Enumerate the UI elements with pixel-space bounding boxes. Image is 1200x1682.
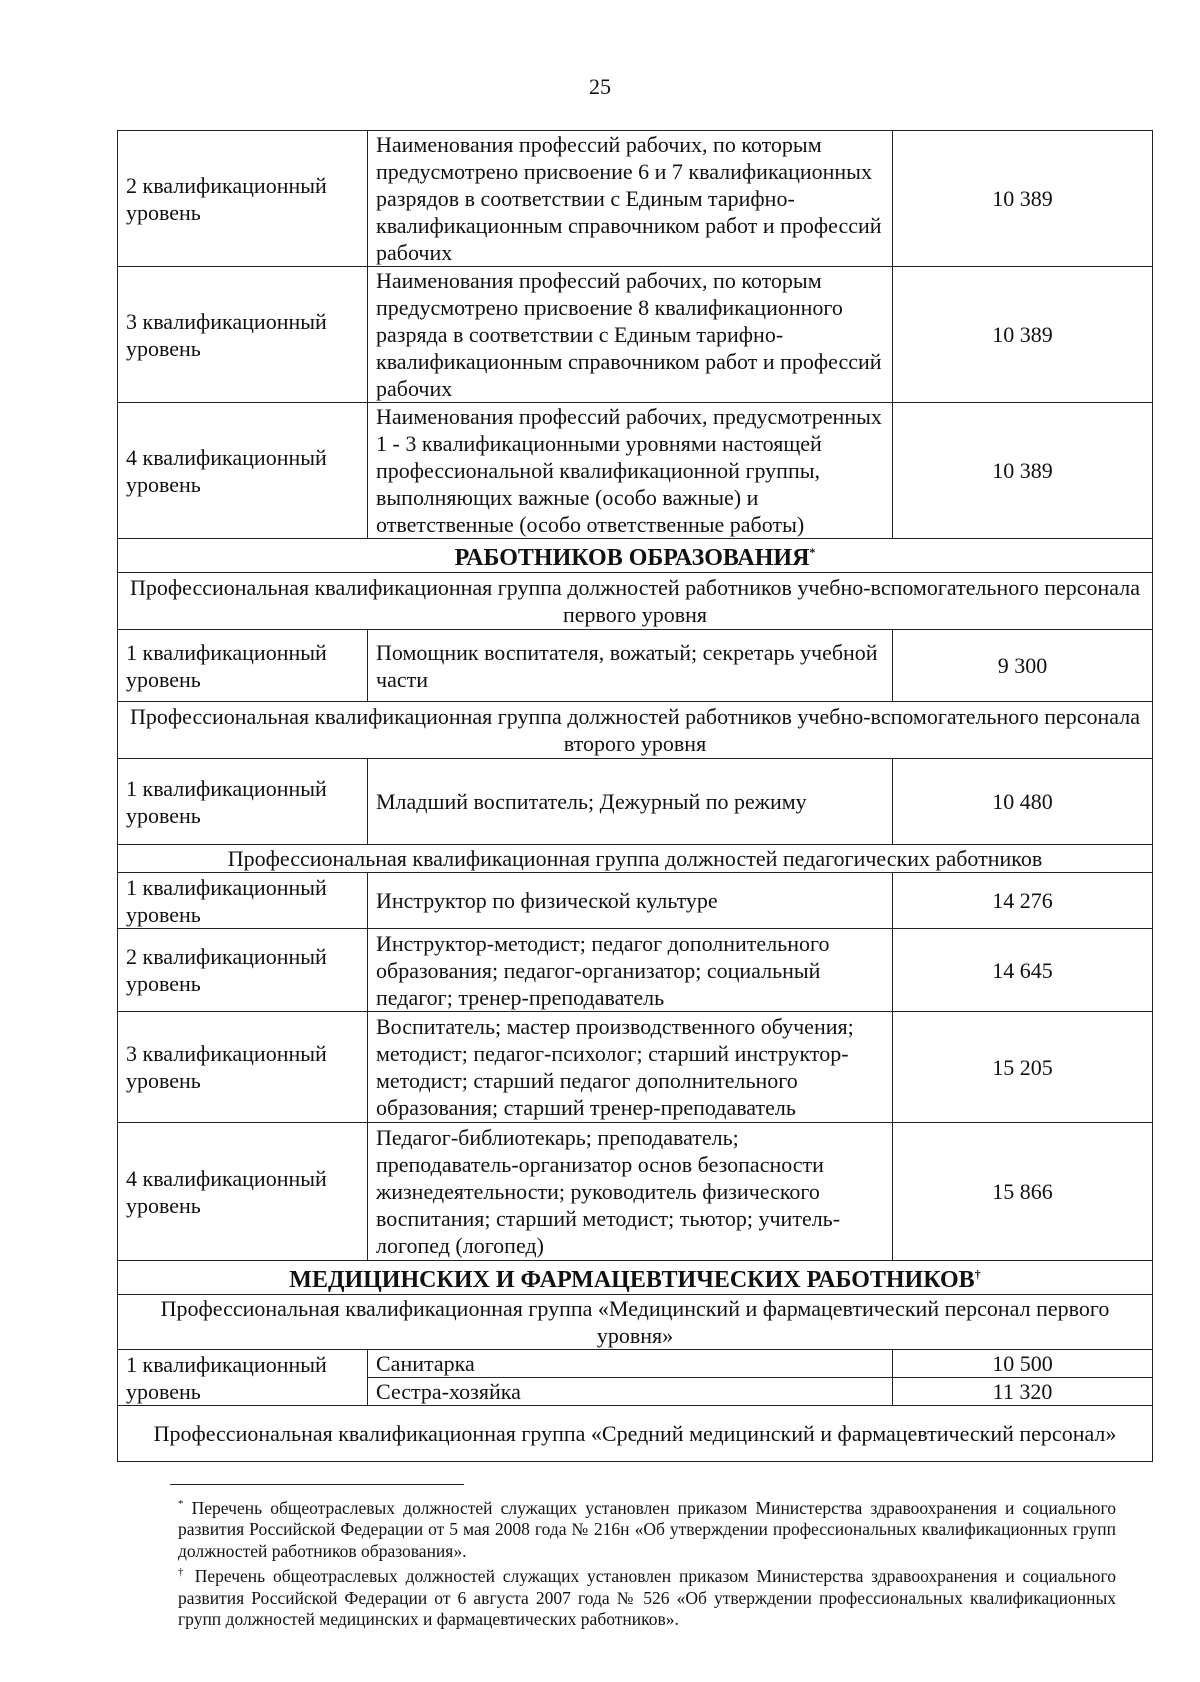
footnote-mark: † bbox=[974, 1267, 981, 1281]
description-cell: Наименования профессий рабочих, по которым предусмотрено присвоение 6 и 7 квалификационных разрядов в соответствии с Единым тарифно-квалификационным справочником работ и профессий рабочих bbox=[368, 131, 893, 267]
table-row bbox=[118, 131, 1153, 267]
description-cell: Педагог-библиотекарь; преподаватель; преподаватель-организатор основ безопасности жизнедеятельности; руководитель физического воспитания; старший методист; тьютор; учитель-логопед (логопед) bbox=[368, 1123, 893, 1261]
salary-cell: 15 866 bbox=[893, 1123, 1153, 1261]
salary-cell: 9 300 bbox=[893, 630, 1153, 702]
level-cell: 4 квалификационный уровень bbox=[118, 403, 368, 539]
salary-cell: 14 276 bbox=[893, 873, 1153, 929]
footnote-mark: † bbox=[178, 1566, 187, 1579]
footnote-separator bbox=[170, 1484, 464, 1485]
group-row bbox=[118, 573, 1153, 630]
table-row bbox=[118, 873, 1153, 929]
group-heading: Профессиональная квалификационная группа должностей педагогических работников bbox=[118, 845, 1153, 873]
group-heading: Профессиональная квалификационная группа должностей работников учебно-вспомогательного персонала первого уровня bbox=[118, 573, 1153, 630]
table-row bbox=[118, 403, 1153, 539]
level-cell: 2 квалификационный уровень bbox=[118, 929, 368, 1012]
group-row bbox=[118, 1295, 1153, 1350]
level-cell: 1 квалификационный уровень bbox=[118, 759, 368, 845]
level-cell: 1 квалификационный уровень bbox=[118, 1350, 368, 1406]
section-heading bbox=[118, 539, 1153, 573]
level-cell: 1 квалификационный уровень bbox=[118, 873, 368, 929]
description-cell: Наименования профессий рабочих, по которым предусмотрено присвоение 8 квалификационного разряда в соответствии с Единым тарифно-квалификационным справочником работ и профессий рабочих bbox=[368, 267, 893, 403]
section-row bbox=[118, 539, 1153, 573]
description-cell: Инструктор-методист; педагог дополнительного образования; педагог-организатор; социальный педагог; тренер-преподаватель bbox=[368, 929, 893, 1012]
salary-cell: 10 500 bbox=[893, 1350, 1153, 1378]
salary-cell: 10 389 bbox=[893, 403, 1153, 539]
description-cell: Санитарка bbox=[368, 1350, 893, 1378]
group-row bbox=[118, 1406, 1153, 1462]
table-row bbox=[118, 267, 1153, 403]
table-row bbox=[118, 630, 1153, 702]
page-number: 25 bbox=[589, 74, 611, 99]
group-heading: Профессиональная квалификационная группа «Средний медицинский и фармацевтический персонал» bbox=[118, 1406, 1153, 1462]
group-heading: Профессиональная квалификационная группа «Медицинский и фармацевтический персонал первого уровня» bbox=[118, 1295, 1153, 1350]
salary-cell: 11 320 bbox=[893, 1378, 1153, 1406]
table-row bbox=[118, 1012, 1153, 1123]
footnote bbox=[178, 1562, 1116, 1630]
section-title: МЕДИЦИНСКИХ И ФАРМАЦЕВТИЧЕСКИХ РАБОТНИКОВ bbox=[289, 1267, 975, 1293]
level-cell: 4 квалификационный уровень bbox=[118, 1123, 368, 1261]
salary-table bbox=[117, 130, 1153, 1462]
salary-cell: 10 389 bbox=[893, 131, 1153, 267]
description-cell: Инструктор по физической культуре bbox=[368, 873, 893, 929]
salary-cell: 15 205 bbox=[893, 1012, 1153, 1123]
section-title: РАБОТНИКОВ ОБРАЗОВАНИЯ bbox=[454, 545, 810, 571]
table-row bbox=[118, 1350, 1153, 1378]
level-cell: 2 квалификационный уровень bbox=[118, 131, 368, 267]
table-row bbox=[118, 929, 1153, 1012]
description-cell: Сестра-хозяйка bbox=[368, 1378, 893, 1406]
level-cell: 3 квалификационный уровень bbox=[118, 267, 368, 403]
table-row bbox=[118, 759, 1153, 845]
group-row bbox=[118, 702, 1153, 759]
salary-cell: 14 645 bbox=[893, 929, 1153, 1012]
footnote-mark: * bbox=[809, 545, 816, 559]
footnote-mark: * bbox=[178, 1498, 184, 1510]
footnote-text: Перечень общеотраслевых должностей служащих установлен приказом Министерства здравоохранения и социального развития Российской Федерации от 5 мая 2008 года № 216н «Об утверждении профессиональных квалификационных групп должностей работников образования». bbox=[178, 1497, 1117, 1561]
section-heading bbox=[118, 1261, 1153, 1295]
group-heading: Профессиональная квалификационная группа должностей работников учебно-вспомогательного персонала второго уровня bbox=[118, 702, 1153, 759]
table-row bbox=[118, 1123, 1153, 1261]
footnotes bbox=[178, 1494, 1116, 1631]
description-cell: Наименования профессий рабочих, предусмотренных 1 - 3 квалификационными уровнями настоящей профессиональной квалификационной группы, выполняющих важные (особо важные) и ответственные (особо ответственные работы) bbox=[368, 403, 893, 539]
level-cell: 3 квалификационный уровень bbox=[118, 1012, 368, 1123]
group-row bbox=[118, 845, 1153, 873]
level-cell: 1 квалификационный уровень bbox=[118, 630, 368, 702]
section-row bbox=[118, 1261, 1153, 1295]
salary-cell: 10 480 bbox=[893, 759, 1153, 845]
footnote-text: Перечень общеотраслевых должностей служащих установлен приказом Министерства здравоохранения и социального развития Российской Федерации от 6 августа 2007 года № 526 «Об утверждении профессиональных квалификационных групп должностей медицинских и фармацевтических работников». bbox=[178, 1566, 1117, 1630]
footnote bbox=[178, 1494, 1116, 1562]
description-cell: Помощник воспитателя, вожатый; секретарь учебной части bbox=[368, 630, 893, 702]
description-cell: Младший воспитатель; Дежурный по режиму bbox=[368, 759, 893, 845]
salary-cell: 10 389 bbox=[893, 267, 1153, 403]
description-cell: Воспитатель; мастер производственного обучения; методист; педагог-психолог; старший инструктор-методист; старший педагог дополнительного образования; старший тренер-преподаватель bbox=[368, 1012, 893, 1123]
